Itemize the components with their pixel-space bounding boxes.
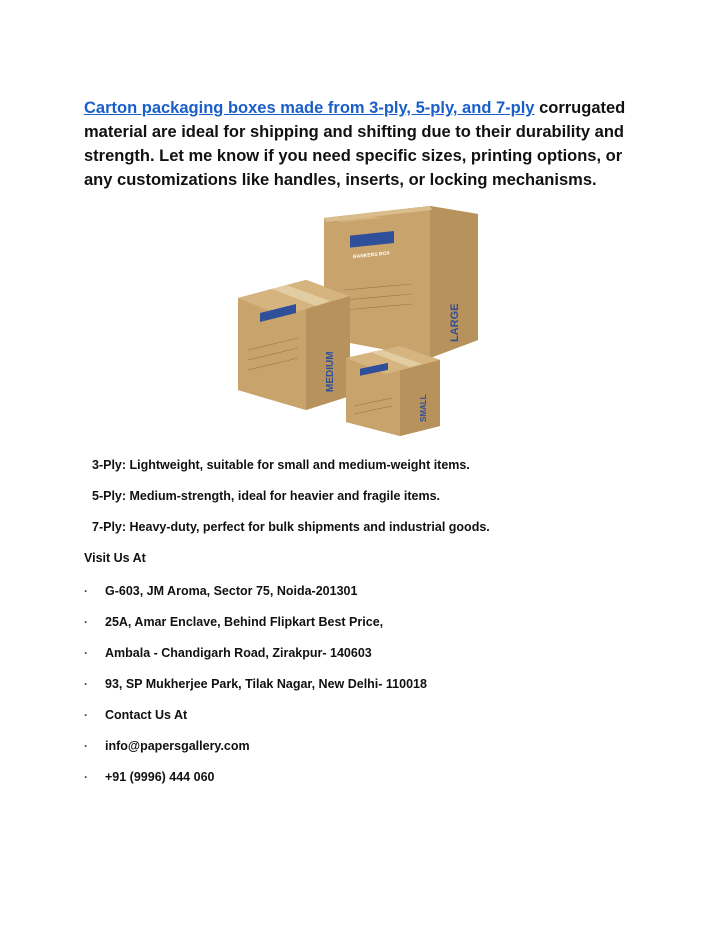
large-box-brand: BANKERS BOX bbox=[353, 250, 390, 261]
intro-paragraph bbox=[84, 96, 644, 192]
bullet-icon: · bbox=[84, 615, 88, 629]
bullet-icon: · bbox=[84, 677, 88, 691]
medium-box-label: MEDIUM bbox=[325, 351, 336, 392]
list-item bbox=[84, 769, 214, 785]
list-item bbox=[84, 583, 357, 599]
ply-item-3: 3-Ply: Lightweight, suitable for small and medium-weight items. bbox=[92, 458, 470, 472]
contact-heading: Contact Us At bbox=[105, 708, 188, 722]
address-line-3: Ambala - Chandigarh Road, Zirakpur- 140603 bbox=[105, 646, 372, 660]
bullet-icon: · bbox=[84, 739, 88, 753]
list-item bbox=[84, 707, 187, 723]
intro-link[interactable]: Carton packaging boxes made from 3-ply, 5-ply, and 7-ply bbox=[84, 99, 535, 117]
intro-text: corrugated material are ideal for shipping and shifting due to their durability and strength. Let me know if you need specific sizes, printing options, or any customizations like handles, inserts, or locking mechanisms. bbox=[84, 99, 626, 189]
ply-item-5: 5-Ply: Medium-strength, ideal for heavier and fragile items. bbox=[92, 489, 440, 503]
contact-phone[interactable]: +91 (9996) 444 060 bbox=[105, 770, 215, 784]
address-line-1: G-603, JM Aroma, Sector 75, Noida-201301 bbox=[105, 584, 358, 598]
contact-email[interactable]: info@papersgallery.com bbox=[105, 739, 250, 753]
bullet-icon: · bbox=[84, 708, 88, 722]
medium-box bbox=[238, 280, 350, 410]
carton-boxes-image bbox=[232, 200, 488, 440]
ply-item-7: 7-Ply: Heavy-duty, perfect for bulk shipments and industrial goods. bbox=[92, 520, 490, 534]
list-item bbox=[84, 676, 427, 692]
address-line-4: 93, SP Mukherjee Park, Tilak Nagar, New Delhi- 110018 bbox=[105, 677, 427, 691]
address-line-2: 25A, Amar Enclave, Behind Flipkart Best Price, bbox=[105, 615, 384, 629]
list-item bbox=[84, 614, 383, 630]
bullet-icon: · bbox=[84, 770, 88, 784]
list-item bbox=[84, 738, 250, 754]
bullet-icon: · bbox=[84, 646, 88, 660]
list-item bbox=[84, 645, 372, 661]
visit-heading: Visit Us At bbox=[84, 551, 146, 565]
small-box-label: SMALL bbox=[419, 394, 428, 422]
small-box bbox=[346, 346, 440, 436]
large-box-label: LARGE bbox=[449, 303, 461, 342]
bullet-icon: · bbox=[84, 584, 88, 598]
